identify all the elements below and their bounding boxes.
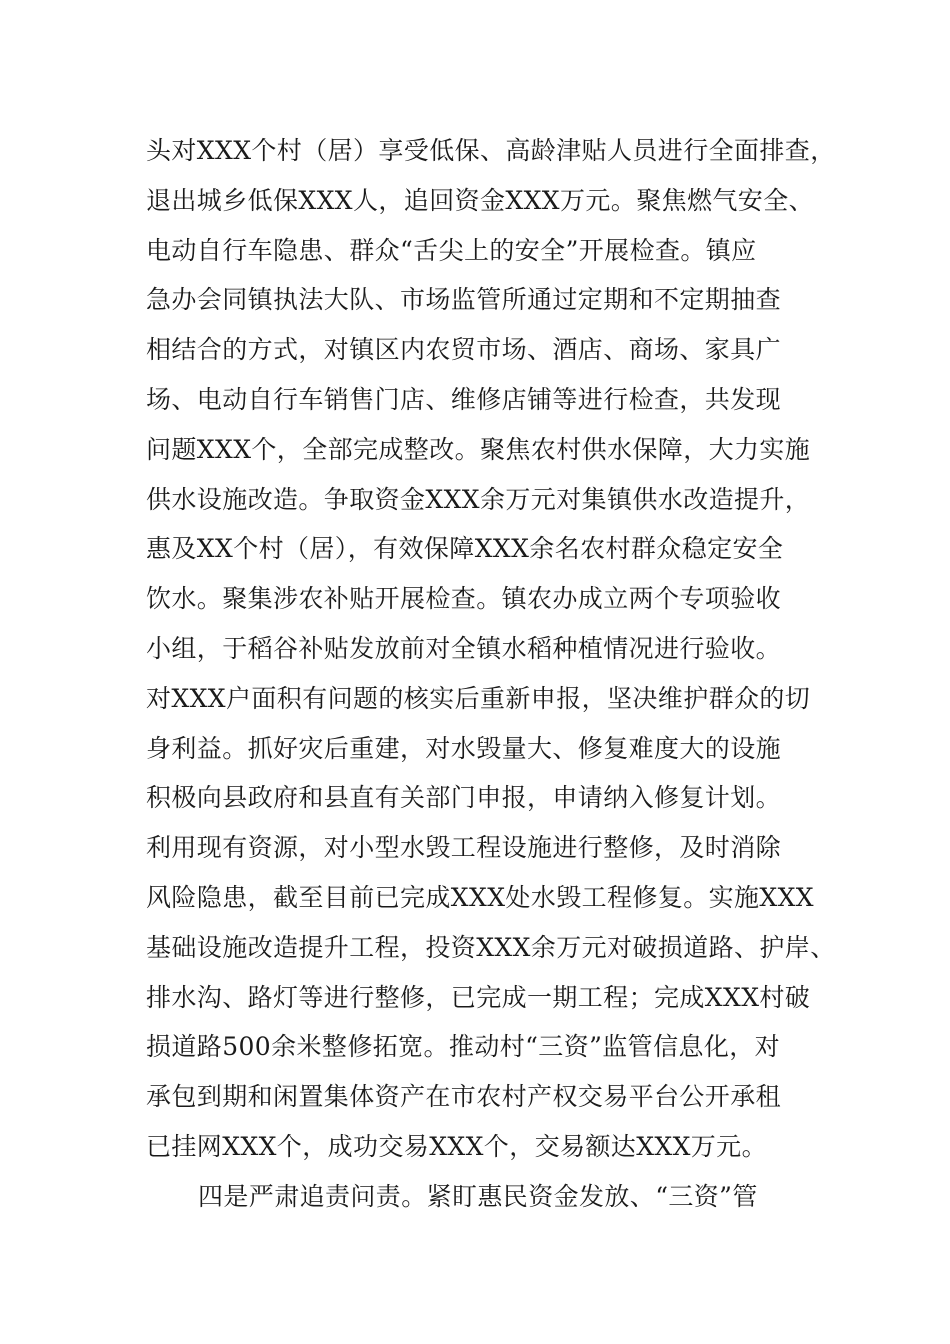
body-text <box>146 126 836 1222</box>
text-line: 风险隐患，截至目前已完成XXX处水毁工程修复。实施XXX <box>146 882 814 912</box>
text-line: 对XXX户面积有问题的核实后重新申报，坚决维护群众的切 <box>146 683 811 713</box>
text-line: 利用现有资源，对小型水毁工程设施进行整修，及时消除 <box>146 833 782 863</box>
text-line: 退出城乡低保XXX人，追回资金XXX万元。聚焦燃气安全、 <box>146 185 814 215</box>
text-line: 承包到期和闲置集体资产在市农村产权交易平台公开承租 <box>146 1082 782 1112</box>
text-line: 排水沟、路灯等进行整修，已完成一期工程；完成XXX村破 <box>146 982 811 1012</box>
text-line: 已挂网XXX个，成功交易XXX个，交易额达XXX万元。 <box>146 1131 767 1161</box>
text-line: 头对XXX个村（居）享受低保、高龄津贴人员进行全面排查， <box>146 136 836 165</box>
text-line: 积极向县政府和县直有关部门申报，申请纳入修复计划。 <box>146 783 782 813</box>
text-line: 急办会同镇执法大队、市场监管所通过定期和不定期抽查 <box>146 285 782 315</box>
text-line: 损道路500余米整修拓宽。推动村“三资”监管信息化，对 <box>146 1032 781 1062</box>
text-line: 场、电动自行车销售门店、维修店铺等进行检查，共发现 <box>146 384 782 414</box>
text-line: 身利益。抓好灾后重建，对水毁量大、修复难度大的设施 <box>146 733 782 763</box>
text-line: 饮水。聚集涉农补贴开展检查。镇农办成立两个专项验收 <box>146 584 782 614</box>
text-line: 相结合的方式，对镇区内农贸市场、酒店、商场、家具广 <box>146 335 782 365</box>
text-line: 惠及XX个村（居），有效保障XXX余名农村群众稳定安全 <box>146 534 784 564</box>
text-line: 基础设施改造提升工程，投资XXX余万元对破损道路、护岸、 <box>146 932 836 962</box>
text-line: 问题XXX个，全部完成整改。聚焦农村供水保障，大力实施 <box>146 434 811 464</box>
text-line: 电动自行车隐患、群众“舌尖上的安全”开展检查。镇应 <box>146 235 757 265</box>
paragraph-start-line: 四是严肃追责问责。紧盯惠民资金发放、“三资”管 <box>198 1181 758 1211</box>
text-line: 供水设施改造。争取资金XXX余万元对集镇供水改造提升， <box>146 484 811 514</box>
text-line: 小组，于稻谷补贴发放前对全镇水稻种植情况进行验收。 <box>146 633 782 663</box>
